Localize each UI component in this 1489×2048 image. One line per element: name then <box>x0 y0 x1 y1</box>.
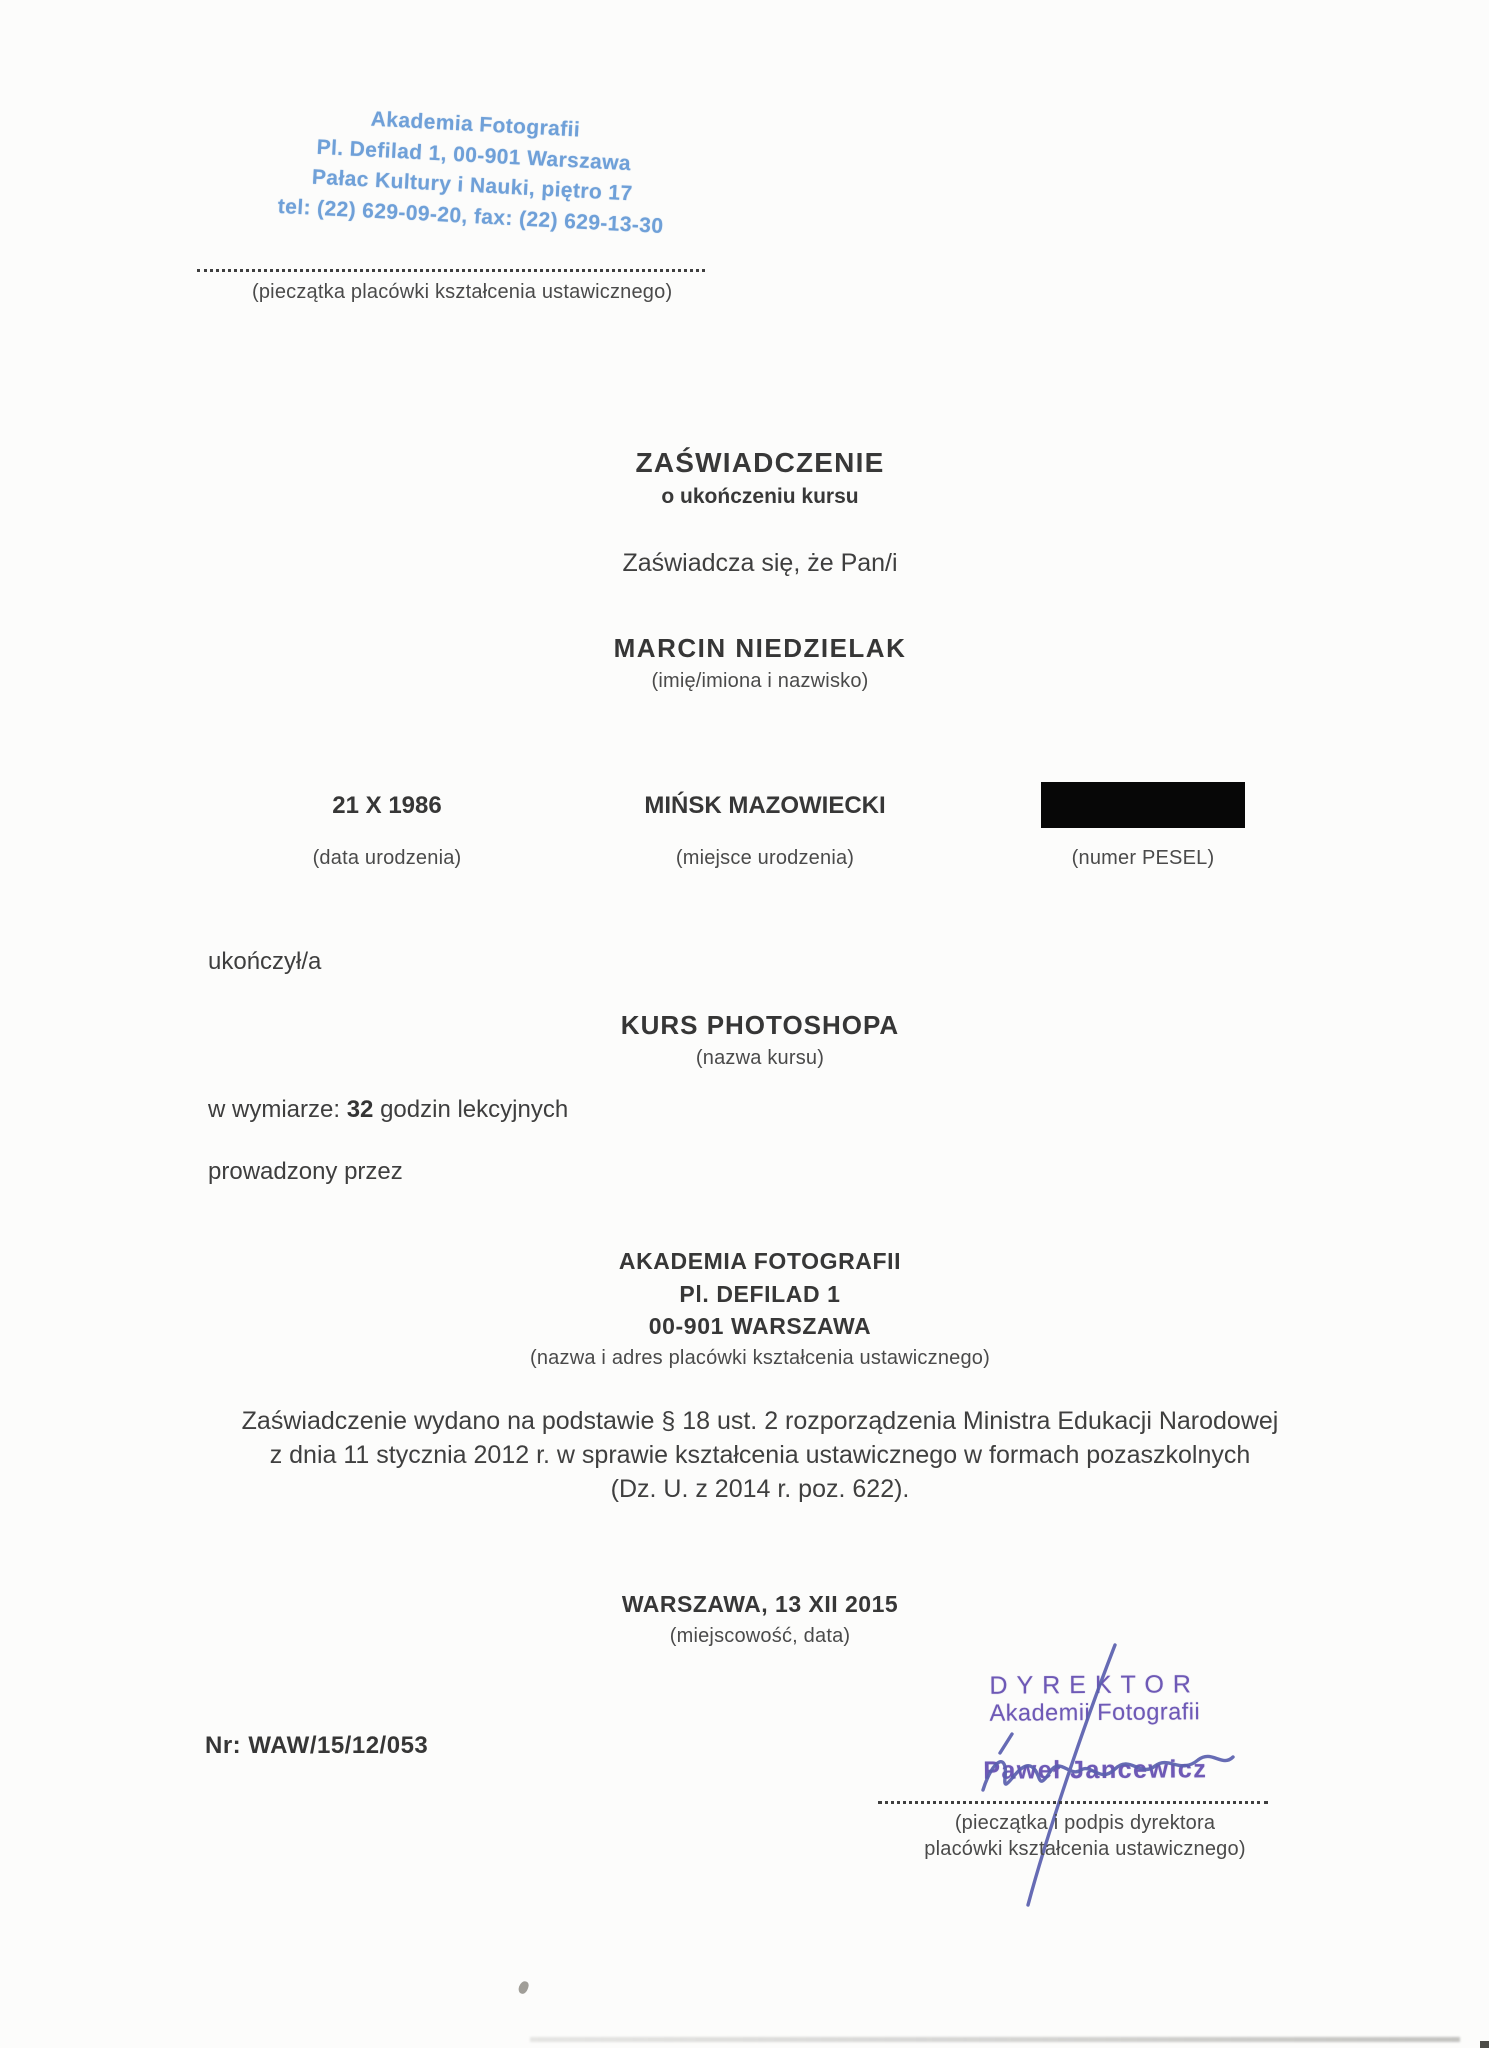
certificate-number: Nr: WAW/15/12/053 <box>205 1732 429 1759</box>
director-caption-line2: placówki kształcenia ustawicznego) <box>924 1838 1246 1860</box>
stamp-line-address: Pl. Defilad 1, 00-901 Warszawa <box>316 135 632 175</box>
signature-tick <box>1000 1734 1012 1753</box>
stamp-line-institution: Akademia Fotografii <box>370 107 581 142</box>
issue-place-date: WARSZAWA, 13 XII 2015 <box>621 1591 899 1617</box>
issue-place-date-caption: (miejscowość, data) <box>669 1625 851 1647</box>
hours-suffix: godzin lekcyjnych <box>380 1096 569 1123</box>
hours-prefix: w wymiarze: <box>208 1096 341 1123</box>
legal-basis-paragraph <box>30 1404 1489 1506</box>
director-stamp-title: DYREKTOR <box>989 1670 1201 1700</box>
institution-header-stamp <box>255 99 691 243</box>
course-hours-line <box>208 1096 568 1124</box>
director-stamp-institution: Akademii Fotografii <box>989 1698 1201 1726</box>
scan-speck <box>517 1980 530 1995</box>
pesel-redaction-box <box>1041 782 1245 828</box>
director-signature <box>960 1630 1280 1920</box>
signature-scribble <box>983 1756 1233 1790</box>
institution-caption: (nazwa i adres placówki kształcenia ustawicznego) <box>529 1347 990 1369</box>
completed-label: ukończył/a <box>208 948 322 975</box>
header-stamp-caption: (pieczątka placówki kształcenia ustawicznego) <box>252 281 673 303</box>
stamp-line-phone: tel: (22) 629-09-20, fax: (22) 629-13-30 <box>277 194 664 238</box>
person-name: MARCIN NIEDZIELAK <box>613 633 907 663</box>
document-subtitle: o ukończeniu kursu <box>661 485 859 508</box>
document-title: ZAŚWIADCZENIE <box>635 447 885 478</box>
legal-line-2: z dnia 11 stycznia 2012 r. w sprawie kształcenia ustawicznego w formach pozaszkolnych <box>269 1441 1251 1469</box>
header-stamp-dotted-line <box>197 269 705 272</box>
course-name: KURS PHOTOSHOPA <box>620 1010 900 1040</box>
signature-dotted-line <box>878 1801 1268 1804</box>
birth-date-value: 21 X 1986 <box>332 792 442 819</box>
pesel-caption: (numer PESEL) <box>1071 847 1215 869</box>
stamp-line-building: Pałac Kultury i Nauki, piętro 17 <box>311 165 634 206</box>
birth-place-caption: (miejsce urodzenia) <box>675 847 855 869</box>
birth-date-caption: (data urodzenia) <box>312 847 462 869</box>
intro-text: Zaświadcza się, że Pan/i <box>622 549 898 577</box>
institution-address-line2: 00-901 WARSZAWA <box>648 1313 872 1339</box>
scan-corner-speck <box>1480 2041 1489 2048</box>
director-caption-line1: (pieczątka i podpis dyrektora <box>954 1812 1216 1834</box>
course-name-caption: (nazwa kursu) <box>695 1047 825 1069</box>
legal-line-1: Zaświadczenie wydano na podstawie § 18 ust. 2 rozporządzenia Ministra Edukacji Narodowej <box>241 1407 1279 1435</box>
person-name-caption: (imię/imiona i nazwisko) <box>651 670 869 692</box>
conducted-by-label: prowadzony przez <box>208 1158 403 1185</box>
hours-value: 32 <box>346 1096 374 1123</box>
director-stamp-name: Paweł Jancewicz <box>983 1755 1208 1785</box>
institution-address-line1: Pl. DEFILAD 1 <box>679 1281 841 1307</box>
institution-name: AKADEMIA FOTOGRAFII <box>618 1248 902 1274</box>
legal-line-3: (Dz. U. z 2014 r. poz. 622). <box>610 1475 910 1503</box>
birth-place-value: MIŃSK MAZOWIECKI <box>644 792 886 819</box>
scan-bottom-streak <box>530 2037 1460 2042</box>
